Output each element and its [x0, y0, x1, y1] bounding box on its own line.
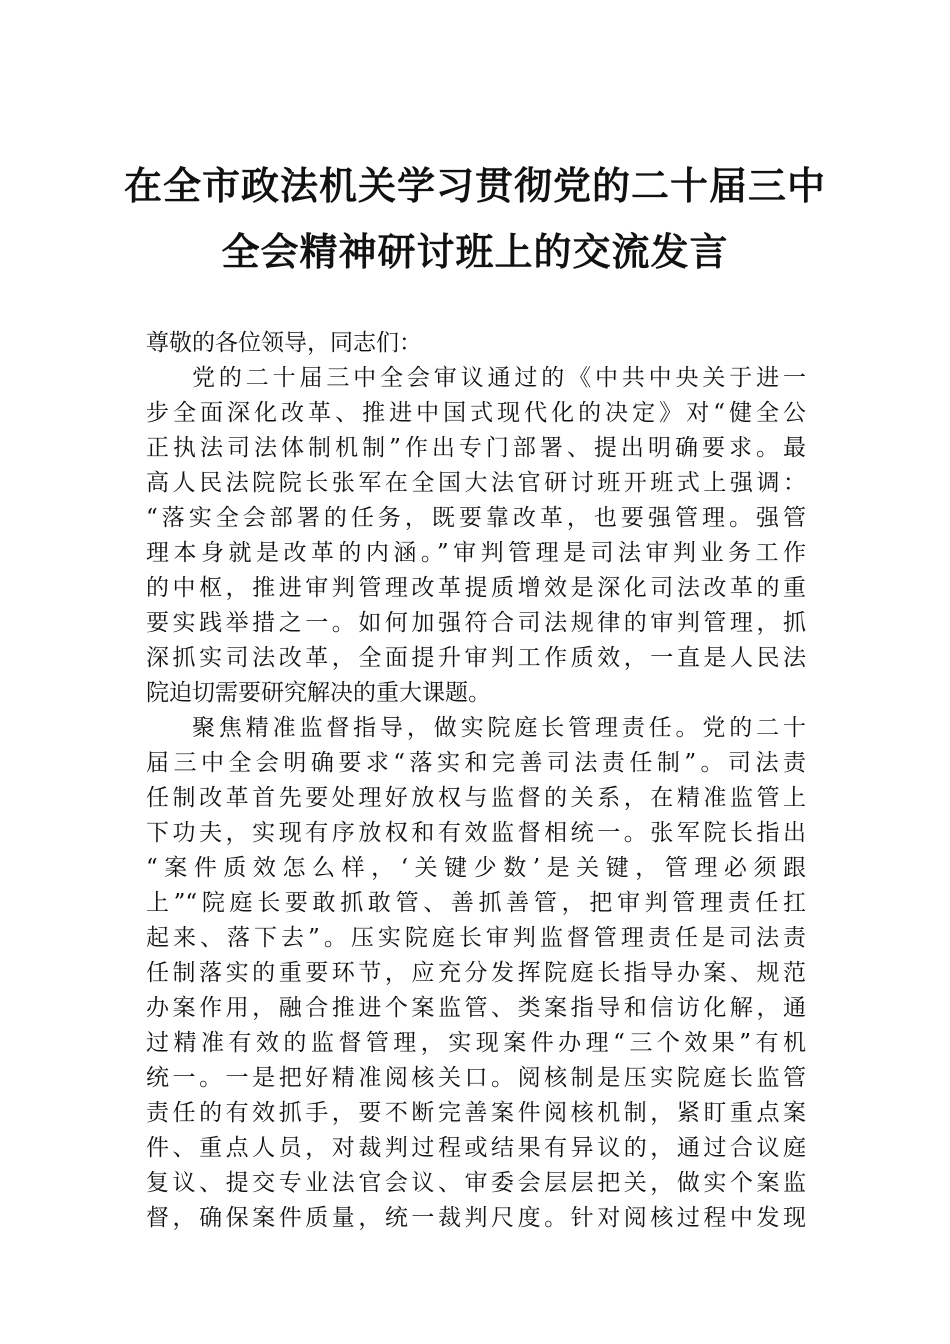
paragraph-1-line: 党的二十届三中全会审议通过的《中共中央关于进一	[192, 365, 806, 391]
paragraph-2-line: 责任的有效抓手，要不断完善案件阅核机制，紧盯重点案	[146, 1100, 806, 1126]
paragraph-2-line: 上”“院庭长要敢抓敢管、善抓善管，把审判管理责任扛	[146, 890, 806, 916]
paragraph-1	[146, 361, 806, 711]
document-body	[146, 326, 806, 1236]
paragraph-2-line: 件、重点人员，对裁判过程或结果有异议的，通过合议庭	[146, 1135, 806, 1161]
paragraph-2-line: 下功夫，实现有序放权和有效监督相统一。张军院长指出	[146, 820, 806, 846]
paragraph-1-line: 要实践举措之一。如何加强符合司法规律的审判管理，抓	[146, 610, 806, 636]
document-title-line-2: 全会精神研讨班上的交流发言	[221, 229, 729, 274]
paragraph-1-line: 深抓实司法改革，全面提升审判工作质效，一直是人民法	[146, 645, 806, 671]
paragraph-2-line: 督，确保案件质量，统一裁判尺度。针对阅核过程中发现	[146, 1205, 806, 1231]
paragraph-1-line: “落实全会部署的任务，既要靠改革，也要强管理。强管	[146, 505, 806, 531]
paragraph-2-line: 过精准有效的监督管理，实现案件办理“三个效果”有机	[146, 1030, 806, 1056]
paragraph-1-line: 正执法司法体制机制”作出专门部署、提出明确要求。最	[146, 435, 806, 461]
salutation: 尊敬的各位领导，同志们：	[146, 330, 422, 356]
paragraph-2-line: 起来、落下去”。压实院庭长审判监督管理责任是司法责	[146, 925, 806, 951]
paragraph-2-line: 届三中全会明确要求“落实和完善司法责任制”。司法责	[146, 750, 806, 776]
paragraph-2-line: “案件质效怎么样，‘关键少数’是关键，管理必须跟	[146, 855, 806, 881]
paragraph-2-line: 任制落实的重要环节，应充分发挥院庭长指导办案、规范	[146, 960, 806, 986]
paragraph-1-line: 高人民法院院长张军在全国大法官研讨班开班式上强调：	[146, 470, 806, 496]
paragraph-2-line: 聚焦精准监督指导，做实院庭长管理责任。党的二十	[192, 715, 806, 741]
document-title-line-1: 在全市政法机关学习贯彻党的二十届三中	[123, 163, 826, 208]
paragraph-1-line: 院迫切需要研究解决的重大课题。	[146, 680, 491, 706]
paragraph-2	[146, 711, 806, 1236]
paragraph-1-line: 的中枢，推进审判管理改革提质增效是深化司法改革的重	[146, 575, 806, 601]
paragraph-2-line: 统一。一是把好精准阅核关口。阅核制是压实院庭长监管	[146, 1065, 806, 1091]
paragraph-1-line: 理本身就是改革的内涵。”审判管理是司法审判业务工作	[146, 540, 806, 566]
paragraph-2-line: 办案作用，融合推进个案监管、类案指导和信访化解，通	[146, 995, 806, 1021]
paragraph-1-line: 步全面深化改革、推进中国式现代化的决定》对“健全公	[146, 400, 806, 426]
paragraph-2-line: 复议、提交专业法官会议、审委会层层把关，做实个案监	[146, 1170, 806, 1196]
paragraph-2-line: 任制改革首先要处理好放权与监督的关系，在精准监管上	[146, 785, 806, 811]
